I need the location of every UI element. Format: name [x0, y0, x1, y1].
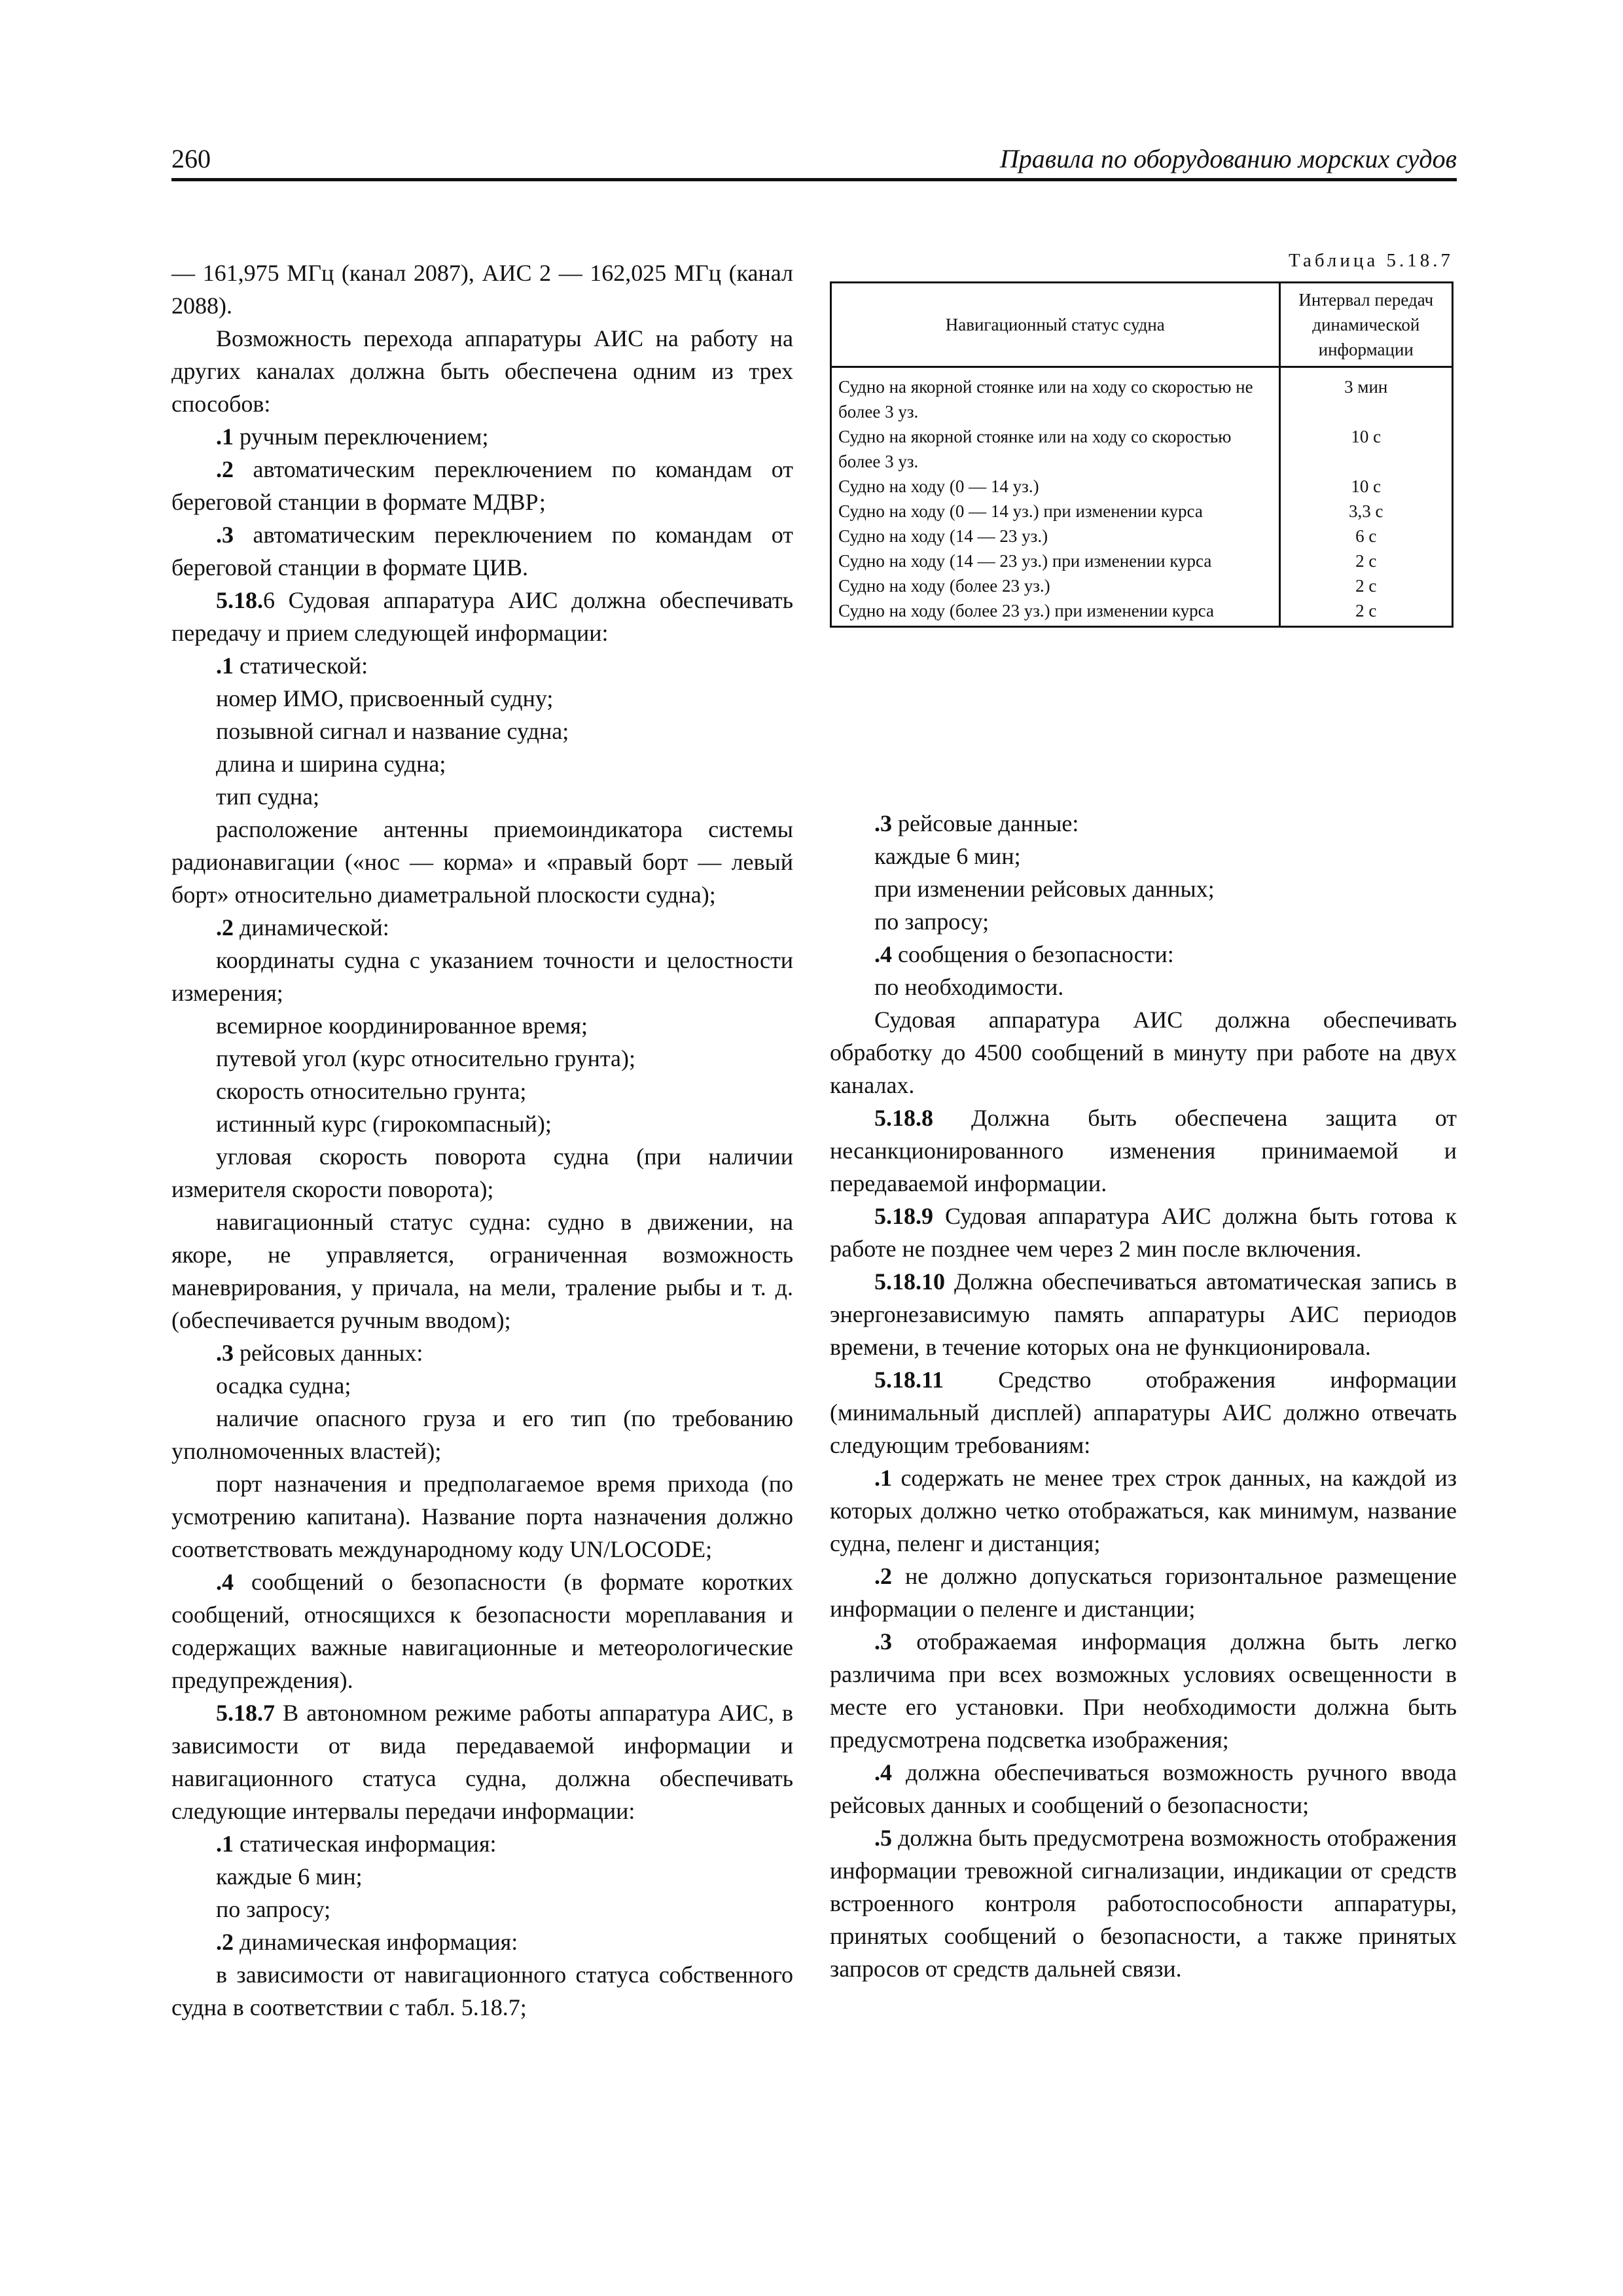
paragraph [171, 747, 793, 780]
paragraph-text: В автономном режиме работы аппаратура АИС, в зависимости от вида передаваемой информации и навигационного статуса судна, должна обеспечивать следующие интервалы передачи информации: [171, 1700, 793, 1824]
paragraph [171, 813, 793, 911]
paragraph-number: .4 [874, 1759, 892, 1785]
paragraph-text: каждые 6 мин; [874, 843, 1021, 869]
interval-cell: 3 мин [1279, 367, 1452, 425]
paragraph [171, 715, 793, 747]
right-column [830, 807, 1457, 1985]
paragraph [171, 1696, 793, 1827]
paragraph-text: Возможность перехода аппаратуры АИС на работу на других каналах должна быть обеспечена одним из трех способов: [171, 325, 793, 417]
paragraph-number: 5.18.9 [874, 1203, 933, 1229]
paragraph [171, 1042, 793, 1075]
paragraph-number: .1 [216, 653, 234, 679]
paragraph-text: не должно допускаться горизонтальное размещение информации о пеленге и дистанции; [830, 1563, 1457, 1622]
paragraph [171, 584, 793, 649]
paragraph-text: при изменении рейсовых данных; [874, 876, 1215, 902]
paragraph [171, 780, 793, 813]
paragraph [830, 1265, 1457, 1363]
table-header-status: Навигационный статус судна [831, 283, 1280, 367]
paragraph [171, 257, 793, 322]
status-cell: Судно на якорной стоянке или на ходу со скоростью более 3 уз. [831, 424, 1280, 474]
paragraph-text: всемирное координированное время; [216, 1013, 588, 1039]
status-cell: Судно на ходу (более 23 уз.) [831, 573, 1280, 598]
interval-cell: 2 с [1279, 598, 1452, 627]
paragraph [171, 453, 793, 518]
paragraph-text: осадка судна; [216, 1372, 351, 1399]
paragraph [830, 1462, 1457, 1560]
table-row [831, 424, 1453, 474]
interval-cell: 10 с [1279, 474, 1452, 499]
paragraph-text: позывной сигнал и название судна; [216, 718, 569, 744]
paragraph-number: 5.18.10 [874, 1268, 945, 1295]
paragraph-text: статической: [234, 653, 368, 679]
paragraph-text: истинный курс (гирокомпасный); [216, 1111, 552, 1137]
paragraph-number: .2 [216, 456, 234, 482]
interval-cell: 6 с [1279, 524, 1452, 548]
paragraph-text: угловая скорость поворота судна (при наличии измерителя скорости поворота); [171, 1143, 793, 1202]
paragraph-text: Судовая аппаратура АИС должна обеспечивать обработку до 4500 сообщений в минуту при работе на двух каналах. [830, 1007, 1457, 1098]
paragraph-number: .4 [874, 941, 892, 967]
paragraph [171, 1402, 793, 1467]
paragraph [171, 1009, 793, 1042]
paragraph-text: по запросу; [216, 1896, 331, 1922]
paragraph-number: .2 [216, 914, 234, 941]
interval-cell: 2 с [1279, 548, 1452, 573]
paragraph-text: координаты судна с указанием точности и целостности измерения; [171, 947, 793, 1006]
paragraph-number: .5 [874, 1825, 892, 1851]
paragraph-number: 5.18.7 [216, 1700, 275, 1726]
paragraph-text: — 161,975 МГц (канал 2087), АИС 2 — 162,025 МГц (канал 2088). [171, 260, 793, 319]
paragraph [830, 938, 1457, 971]
status-cell: Судно на ходу (0 — 14 уз.) [831, 474, 1280, 499]
paragraph-text: динамической: [234, 914, 389, 941]
paragraph [830, 1625, 1457, 1756]
table-header-interval: Интервал передач динамической информации [1279, 283, 1452, 367]
paragraph [171, 1958, 793, 2024]
status-cell: Судно на ходу (14 — 23 уз.) при изменении курса [831, 548, 1280, 573]
table-row [831, 499, 1453, 524]
paragraph [830, 840, 1457, 872]
table-row [831, 548, 1453, 573]
paragraph-text: скорость относительно грунта; [216, 1078, 527, 1104]
paragraph-text: должна обеспечиваться возможность ручного ввода рейсовых данных и сообщений о безопасности; [830, 1759, 1457, 1818]
paragraph [171, 1827, 793, 1860]
status-cell: Судно на ходу (0 — 14 уз.) при изменении курса [831, 499, 1280, 524]
paragraph-text: длина и ширина судна; [216, 751, 446, 777]
paragraph-text: 6 Судовая аппаратура АИС должна обеспечивать передачу и прием следующей информации: [171, 587, 793, 646]
paragraph [171, 1140, 793, 1206]
paragraph [171, 1107, 793, 1140]
interval-cell: 2 с [1279, 573, 1452, 598]
status-cell: Судно на ходу (14 — 23 уз.) [831, 524, 1280, 548]
paragraph [830, 1560, 1457, 1625]
status-cell: Судно на ходу (более 23 уз.) при изменении курса [831, 598, 1280, 627]
paragraph [171, 1566, 793, 1696]
paragraph-number: .4 [216, 1569, 234, 1595]
table-body [831, 367, 1453, 627]
paragraph-text: ручным переключением; [234, 423, 489, 450]
paragraph [830, 1821, 1457, 1985]
paragraph-number: .1 [216, 1831, 234, 1857]
paragraph [171, 1336, 793, 1369]
paragraph-number: .3 [216, 1340, 234, 1366]
paragraph-number: .3 [216, 522, 234, 548]
interval-table [830, 281, 1454, 628]
paragraph [171, 1893, 793, 1926]
paragraph [171, 322, 793, 420]
paragraph-text: содержать не менее трех строк данных, на каждой из которых должно четко отображаться, как минимум, название судна, пеленг и дистанция; [830, 1465, 1457, 1556]
paragraph-number: 5.18.8 [874, 1105, 933, 1131]
paragraph [171, 1926, 793, 1958]
paragraph [830, 807, 1457, 840]
paragraph-text: номер ИМО, присвоенный судну; [216, 685, 554, 711]
paragraph-number: 5.18.11 [874, 1367, 944, 1393]
paragraph-number: 5.18. [216, 587, 263, 613]
running-title: Правила по оборудованию морских судов [999, 144, 1457, 173]
paragraph-text: в зависимости от навигационного статуса собственного судна в соответствии с табл. 5.18.7; [171, 1962, 793, 2020]
paragraph-text: должна быть предусмотрена возможность отображения информации тревожной сигнализации, индикации от средств встроенного контроля работоспособности аппаратуры, принятых сообщений о безопасности, а также принятых запросов от средств дальней связи. [830, 1825, 1457, 1982]
paragraph-text: сообщений о безопасности (в формате коротких сообщений, относящихся к безопасности мореплавания и содержащих важные навигационные и метеорологические предупреждения). [171, 1569, 793, 1693]
paragraph-number: .2 [874, 1563, 892, 1589]
paragraph [830, 1102, 1457, 1200]
paragraph-text: тип судна; [216, 783, 320, 810]
paragraph-text: по необходимости. [874, 974, 1064, 1000]
paragraph [171, 1467, 793, 1566]
paragraph-text: навигационный статус судна: судно в движении, на якоре, не управляется, ограниченная возможность маневрирования, у причала, на мели, траление рыбы и т. д. (обеспечивается ручным вводом); [171, 1209, 793, 1333]
table-row [831, 474, 1453, 499]
interval-cell: 10 с [1279, 424, 1452, 474]
paragraph-number: .2 [216, 1929, 234, 1955]
paragraph [171, 682, 793, 715]
paragraph [830, 1363, 1457, 1462]
paragraph [171, 518, 793, 584]
paragraph-text: отображаемая информация должна быть легко различима при всех возможных условиях освещенности в месте его установки. При необходимости должна быть предусмотрена подсветка изображения; [830, 1628, 1457, 1753]
table-row [831, 524, 1453, 548]
paragraph-text: каждые 6 мин; [216, 1863, 363, 1890]
table-row [831, 367, 1453, 425]
table-header-row [831, 283, 1453, 367]
paragraph-number: .1 [216, 423, 234, 450]
paragraph-text: расположение антенны приемоиндикатора системы радионавигации («нос — корма» и «правый борт — левый борт» относительно диаметральной плоскости судна); [171, 816, 793, 908]
paragraph [830, 1200, 1457, 1265]
paragraph [830, 872, 1457, 905]
paragraph-number: .1 [874, 1465, 892, 1491]
paragraph-text: сообщения о безопасности: [892, 941, 1174, 967]
paragraph-text: рейсовые данные: [892, 810, 1079, 836]
paragraph-text: Должна обеспечиваться автоматическая запись в энергонезависимую память аппаратуры АИС периодов времени, в течение которых она не функционировала. [830, 1268, 1457, 1360]
paragraph [171, 1206, 793, 1336]
paragraph [171, 1860, 793, 1893]
paragraph-text: автоматическим переключением по командам от береговой станции в формате ЦИВ. [171, 522, 793, 581]
status-cell: Судно на якорной стоянке или на ходу со скоростью не более 3 уз. [831, 367, 1280, 425]
table-caption: Таблица 5.18.7 [1288, 250, 1454, 271]
table-row [831, 598, 1453, 627]
paragraph-number: .3 [874, 810, 892, 836]
paragraph [171, 1075, 793, 1107]
paragraph-text: Судовая аппаратура АИС должна быть готова к работе не позднее чем через 2 мин после включения. [830, 1203, 1457, 1262]
page-number: 260 [171, 144, 211, 173]
page-header [171, 145, 1457, 181]
paragraph [830, 905, 1457, 938]
paragraph [171, 420, 793, 453]
paragraph [830, 1756, 1457, 1821]
paragraph-text: Средство отображения информации (минимальный дисплей) аппаратуры АИС должно отвечать следующим требованиям: [830, 1367, 1457, 1458]
paragraph [171, 944, 793, 1009]
paragraph [171, 649, 793, 682]
paragraph [171, 1369, 793, 1402]
paragraph-text: рейсовых данных: [234, 1340, 423, 1366]
paragraph-text: динамическая информация: [234, 1929, 518, 1955]
paragraph [830, 1003, 1457, 1102]
left-column [171, 257, 793, 2024]
paragraph-number: .3 [874, 1628, 892, 1655]
paragraph [830, 971, 1457, 1003]
table-row [831, 573, 1453, 598]
paragraph-text: наличие опасного груза и его тип (по требованию уполномоченных властей); [171, 1405, 793, 1464]
paragraph [171, 911, 793, 944]
paragraph-text: статическая информация: [234, 1831, 497, 1857]
paragraph-text: порт назначения и предполагаемое время прихода (по усмотрению капитана). Название порта назначения должно соответствовать международному коду UN/LOCODE; [171, 1471, 793, 1562]
paragraph-text: автоматическим переключением по командам от береговой станции в формате МДВР; [171, 456, 793, 515]
paragraph-text: Должна быть обеспечена защита от несанкционированного изменения принимаемой и передаваемой информации. [830, 1105, 1457, 1196]
paragraph-text: путевой угол (курс относительно грунта); [216, 1045, 636, 1071]
paragraph-text: по запросу; [874, 908, 990, 935]
interval-cell: 3,3 с [1279, 499, 1452, 524]
